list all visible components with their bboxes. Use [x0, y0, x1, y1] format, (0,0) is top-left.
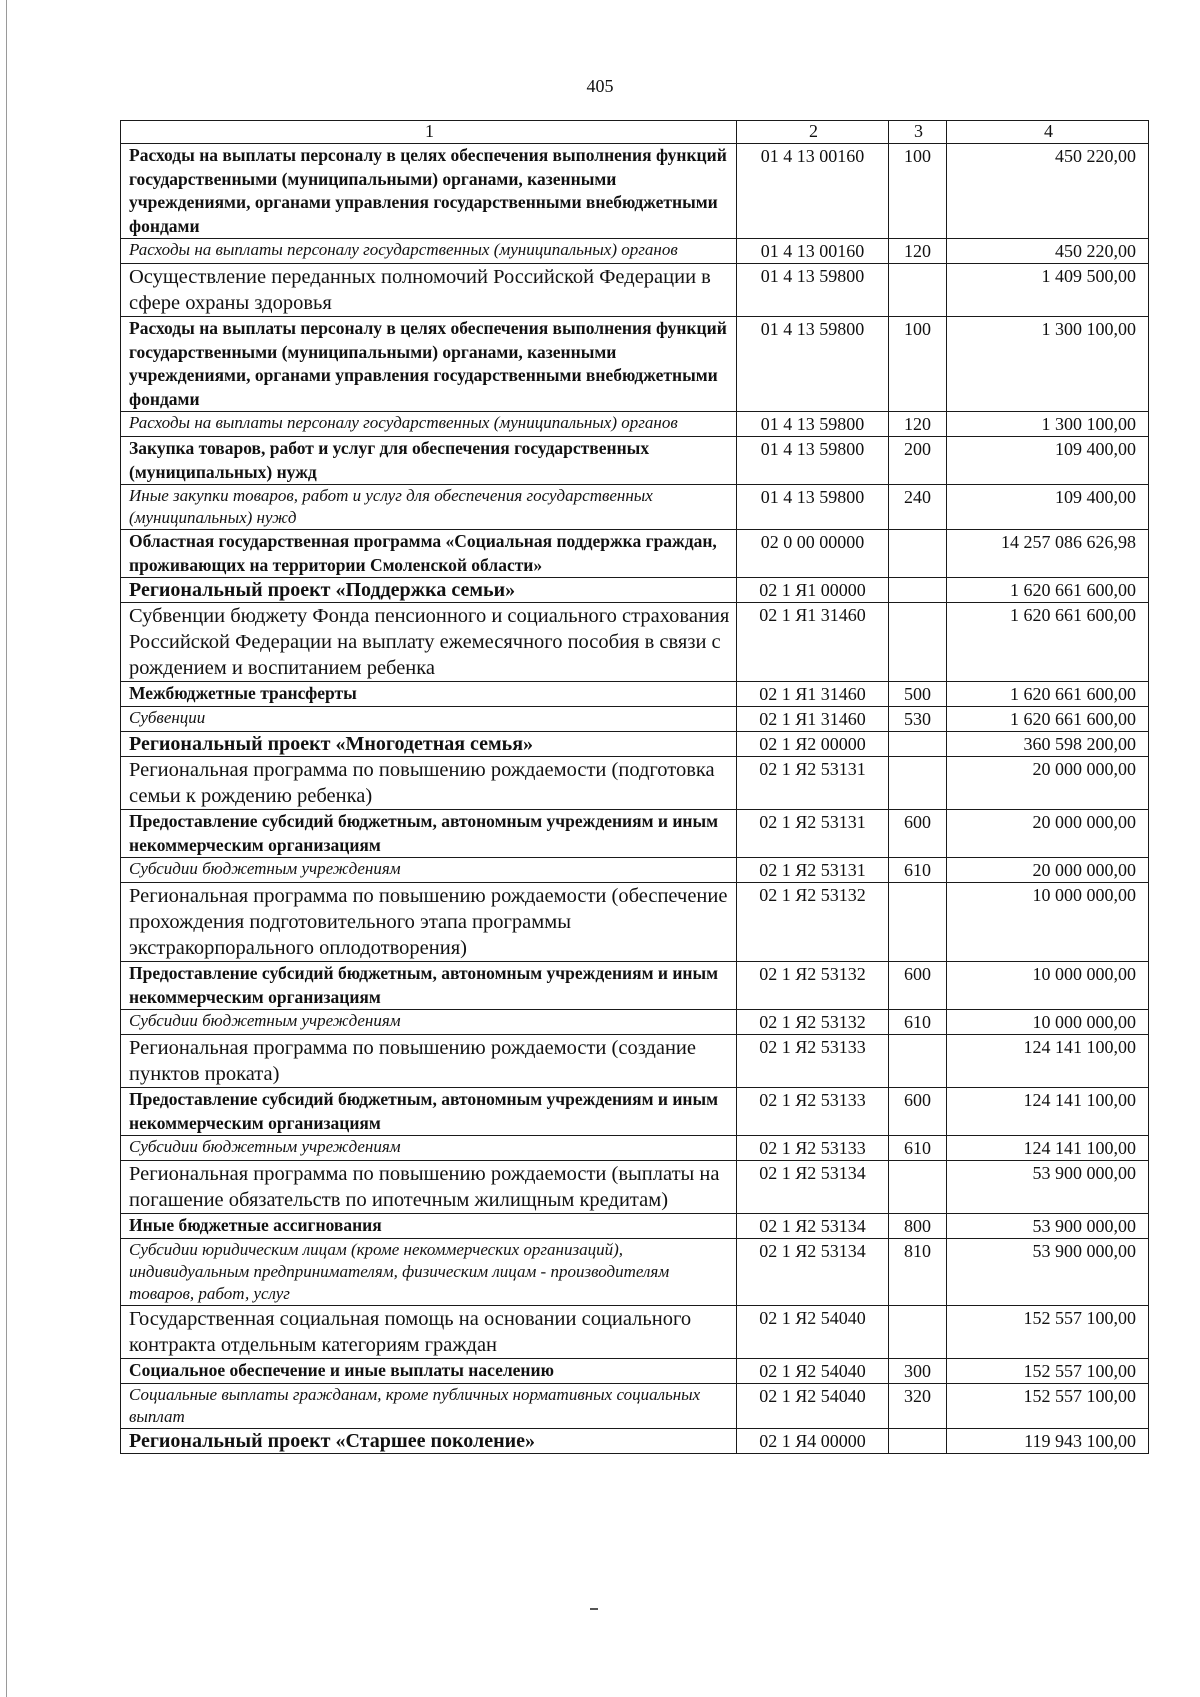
table-row	[121, 883, 1149, 962]
row-vr-cell: 300	[889, 1359, 947, 1384]
row-name-cell: Расходы на выплаты персоналу в целях обеспечения выполнения функций государственными (муниципальными) органами, казенными учреждениями, органами управления государственными внебюджетными фондами	[121, 144, 737, 239]
row-name-cell: Предоставление субсидий бюджетным, автономным учреждениям и иным некоммерческим организациям	[121, 810, 737, 858]
row-name-cell: Расходы на выплаты персоналу государственных (муниципальных) органов	[121, 412, 737, 437]
row-vr-cell: 610	[889, 1010, 947, 1035]
row-amount-cell: 1 620 661 600,00	[947, 603, 1149, 682]
row-amount-cell: 119 943 100,00	[947, 1429, 1149, 1454]
table-row	[121, 1306, 1149, 1359]
table-row	[121, 1010, 1149, 1035]
row-amount-cell: 1 409 500,00	[947, 264, 1149, 317]
table-row	[121, 530, 1149, 578]
row-code-cell: 01 4 13 00160	[737, 239, 889, 264]
row-name-cell: Региональная программа по повышению рождаемости (обеспечение прохождения подготовительного этапа программы экстракорпорального оплодотворения)	[121, 883, 737, 962]
row-amount-cell: 53 900 000,00	[947, 1239, 1149, 1306]
row-name-cell: Осуществление переданных полномочий Российской Федерации в сфере охраны здоровья	[121, 264, 737, 317]
row-name-cell: Иные бюджетные ассигнования	[121, 1214, 737, 1239]
row-amount-cell: 109 400,00	[947, 485, 1149, 530]
row-name-cell: Региональная программа по повышению рождаемости (создание пунктов проката)	[121, 1035, 737, 1088]
header-col-2: 2	[737, 121, 889, 144]
table-row	[121, 1214, 1149, 1239]
row-code-cell: 02 1 Я2 53132	[737, 883, 889, 962]
row-name-cell: Областная государственная программа «Социальная поддержка граждан, проживающих на территории Смоленской области»	[121, 530, 737, 578]
budget-table	[120, 120, 1149, 1454]
header-col-3: 3	[889, 121, 947, 144]
row-vr-cell: 530	[889, 707, 947, 732]
row-code-cell: 02 1 Я2 54040	[737, 1306, 889, 1359]
row-amount-cell: 1 620 661 600,00	[947, 578, 1149, 603]
row-vr-cell	[889, 1306, 947, 1359]
row-amount-cell: 124 141 100,00	[947, 1088, 1149, 1136]
table-row	[121, 1384, 1149, 1429]
row-vr-cell	[889, 603, 947, 682]
row-amount-cell: 124 141 100,00	[947, 1136, 1149, 1161]
row-vr-cell	[889, 264, 947, 317]
row-vr-cell	[889, 883, 947, 962]
header-col-4: 4	[947, 121, 1149, 144]
row-name-cell: Социальные выплаты гражданам, кроме публичных нормативных социальных выплат	[121, 1384, 737, 1429]
row-amount-cell: 124 141 100,00	[947, 1035, 1149, 1088]
row-code-cell: 02 1 Я2 53134	[737, 1161, 889, 1214]
row-vr-cell: 600	[889, 1088, 947, 1136]
row-code-cell: 02 1 Я4 00000	[737, 1429, 889, 1454]
row-name-cell: Субсидии юридическим лицам (кроме некоммерческих организаций), индивидуальным предпринимателям, физическим лицам - производителям товаров, работ, услуг	[121, 1239, 737, 1306]
row-code-cell: 01 4 13 00160	[737, 144, 889, 239]
row-name-cell: Субвенции	[121, 707, 737, 732]
row-vr-cell: 320	[889, 1384, 947, 1429]
table-row	[121, 707, 1149, 732]
row-code-cell: 02 1 Я2 53133	[737, 1088, 889, 1136]
row-vr-cell	[889, 1429, 947, 1454]
row-amount-cell: 1 300 100,00	[947, 412, 1149, 437]
row-vr-cell: 500	[889, 682, 947, 707]
row-code-cell: 02 1 Я2 54040	[737, 1384, 889, 1429]
row-amount-cell: 53 900 000,00	[947, 1214, 1149, 1239]
row-vr-cell	[889, 757, 947, 810]
row-amount-cell: 14 257 086 626,98	[947, 530, 1149, 578]
row-amount-cell: 10 000 000,00	[947, 1010, 1149, 1035]
row-name-cell: Межбюджетные трансферты	[121, 682, 737, 707]
row-vr-cell	[889, 1161, 947, 1214]
row-code-cell: 02 1 Я1 31460	[737, 707, 889, 732]
row-code-cell: 02 1 Я2 53132	[737, 962, 889, 1010]
row-name-cell: Расходы на выплаты персоналу государственных (муниципальных) органов	[121, 239, 737, 264]
row-name-cell: Предоставление субсидий бюджетным, автономным учреждениям и иным некоммерческим организациям	[121, 962, 737, 1010]
table-row	[121, 757, 1149, 810]
row-name-cell: Региональная программа по повышению рождаемости (подготовка семьи к рождению ребенка)	[121, 757, 737, 810]
row-name-cell: Субсидии бюджетным учреждениям	[121, 858, 737, 883]
row-vr-cell: 120	[889, 239, 947, 264]
row-amount-cell: 152 557 100,00	[947, 1306, 1149, 1359]
row-amount-cell: 360 598 200,00	[947, 732, 1149, 757]
page-number: 405	[586, 76, 614, 96]
row-amount-cell: 1 300 100,00	[947, 317, 1149, 412]
table-row	[121, 239, 1149, 264]
row-vr-cell: 600	[889, 810, 947, 858]
row-amount-cell: 450 220,00	[947, 239, 1149, 264]
row-code-cell: 02 1 Я2 53133	[737, 1035, 889, 1088]
row-amount-cell: 10 000 000,00	[947, 962, 1149, 1010]
footer-dash	[590, 1608, 598, 1610]
row-amount-cell: 152 557 100,00	[947, 1359, 1149, 1384]
row-code-cell: 01 4 13 59800	[737, 485, 889, 530]
row-code-cell: 02 1 Я2 53134	[737, 1239, 889, 1306]
row-code-cell: 02 0 00 00000	[737, 530, 889, 578]
row-code-cell: 02 1 Я2 54040	[737, 1359, 889, 1384]
table-row	[121, 264, 1149, 317]
row-amount-cell: 20 000 000,00	[947, 810, 1149, 858]
row-amount-cell: 10 000 000,00	[947, 883, 1149, 962]
table-row	[121, 412, 1149, 437]
row-amount-cell: 53 900 000,00	[947, 1161, 1149, 1214]
row-name-cell: Предоставление субсидий бюджетным, автономным учреждениям и иным некоммерческим организациям	[121, 1088, 737, 1136]
row-code-cell: 01 4 13 59800	[737, 264, 889, 317]
row-vr-cell: 800	[889, 1214, 947, 1239]
row-amount-cell: 20 000 000,00	[947, 757, 1149, 810]
row-amount-cell: 1 620 661 600,00	[947, 682, 1149, 707]
header-col-1: 1	[121, 121, 737, 144]
row-name-cell: Субвенции бюджету Фонда пенсионного и социального страхования Российской Федерации на выплату ежемесячного пособия в связи с рождением и воспитанием ребенка	[121, 603, 737, 682]
row-code-cell: 02 1 Я2 53131	[737, 757, 889, 810]
row-code-cell: 02 1 Я2 00000	[737, 732, 889, 757]
row-name-cell: Региональная программа по повышению рождаемости (выплаты на погашение обязательств по ипотечным жилищным кредитам)	[121, 1161, 737, 1214]
table-row	[121, 1136, 1149, 1161]
table-row	[121, 682, 1149, 707]
row-code-cell: 02 1 Я2 53133	[737, 1136, 889, 1161]
row-vr-cell: 610	[889, 858, 947, 883]
row-vr-cell	[889, 1035, 947, 1088]
row-vr-cell	[889, 732, 947, 757]
row-amount-cell: 109 400,00	[947, 437, 1149, 485]
row-name-cell: Государственная социальная помощь на основании социального контракта отдельным категориям граждан	[121, 1306, 737, 1359]
row-code-cell: 02 1 Я1 31460	[737, 603, 889, 682]
row-code-cell: 02 1 Я1 31460	[737, 682, 889, 707]
row-vr-cell: 600	[889, 962, 947, 1010]
row-vr-cell: 240	[889, 485, 947, 530]
row-vr-cell: 120	[889, 412, 947, 437]
table-row	[121, 1161, 1149, 1214]
table-row	[121, 858, 1149, 883]
table-row	[121, 578, 1149, 603]
row-name-cell: Социальное обеспечение и иные выплаты населению	[121, 1359, 737, 1384]
row-name-cell: Иные закупки товаров, работ и услуг для обеспечения государственных (муниципальных) нужд	[121, 485, 737, 530]
row-vr-cell	[889, 578, 947, 603]
row-name-cell: Региональный проект «Старшее поколение»	[121, 1429, 737, 1454]
row-code-cell: 02 1 Я2 53131	[737, 858, 889, 883]
scan-margin-line	[6, 0, 7, 1697]
row-name-cell: Субсидии бюджетным учреждениям	[121, 1136, 737, 1161]
row-name-cell: Региональный проект «Поддержка семьи»	[121, 578, 737, 603]
row-vr-cell: 100	[889, 317, 947, 412]
row-amount-cell: 450 220,00	[947, 144, 1149, 239]
table-row	[121, 810, 1149, 858]
table-row	[121, 437, 1149, 485]
table-row	[121, 1429, 1149, 1454]
row-amount-cell: 20 000 000,00	[947, 858, 1149, 883]
table-row	[121, 1035, 1149, 1088]
table-row	[121, 144, 1149, 239]
table-row	[121, 1088, 1149, 1136]
row-code-cell: 02 1 Я2 53131	[737, 810, 889, 858]
row-code-cell: 01 4 13 59800	[737, 317, 889, 412]
table-row	[121, 603, 1149, 682]
row-amount-cell: 1 620 661 600,00	[947, 707, 1149, 732]
table-row	[121, 962, 1149, 1010]
row-name-cell: Региональный проект «Многодетная семья»	[121, 732, 737, 757]
table-row	[121, 732, 1149, 757]
row-code-cell: 02 1 Я1 00000	[737, 578, 889, 603]
table-row	[121, 1359, 1149, 1384]
row-vr-cell: 100	[889, 144, 947, 239]
table-row	[121, 485, 1149, 530]
row-name-cell: Субсидии бюджетным учреждениям	[121, 1010, 737, 1035]
row-name-cell: Расходы на выплаты персоналу в целях обеспечения выполнения функций государственными (муниципальными) органами, казенными учреждениями, органами управления государственными внебюджетными фондами	[121, 317, 737, 412]
row-code-cell: 01 4 13 59800	[737, 437, 889, 485]
row-vr-cell: 810	[889, 1239, 947, 1306]
row-amount-cell: 152 557 100,00	[947, 1384, 1149, 1429]
table-row	[121, 1239, 1149, 1306]
row-code-cell: 02 1 Я2 53132	[737, 1010, 889, 1035]
row-vr-cell	[889, 530, 947, 578]
row-vr-cell: 610	[889, 1136, 947, 1161]
row-code-cell: 01 4 13 59800	[737, 412, 889, 437]
table-row	[121, 317, 1149, 412]
row-code-cell: 02 1 Я2 53134	[737, 1214, 889, 1239]
row-vr-cell: 200	[889, 437, 947, 485]
table-header-row	[121, 121, 1149, 144]
row-name-cell: Закупка товаров, работ и услуг для обеспечения государственных (муниципальных) нужд	[121, 437, 737, 485]
